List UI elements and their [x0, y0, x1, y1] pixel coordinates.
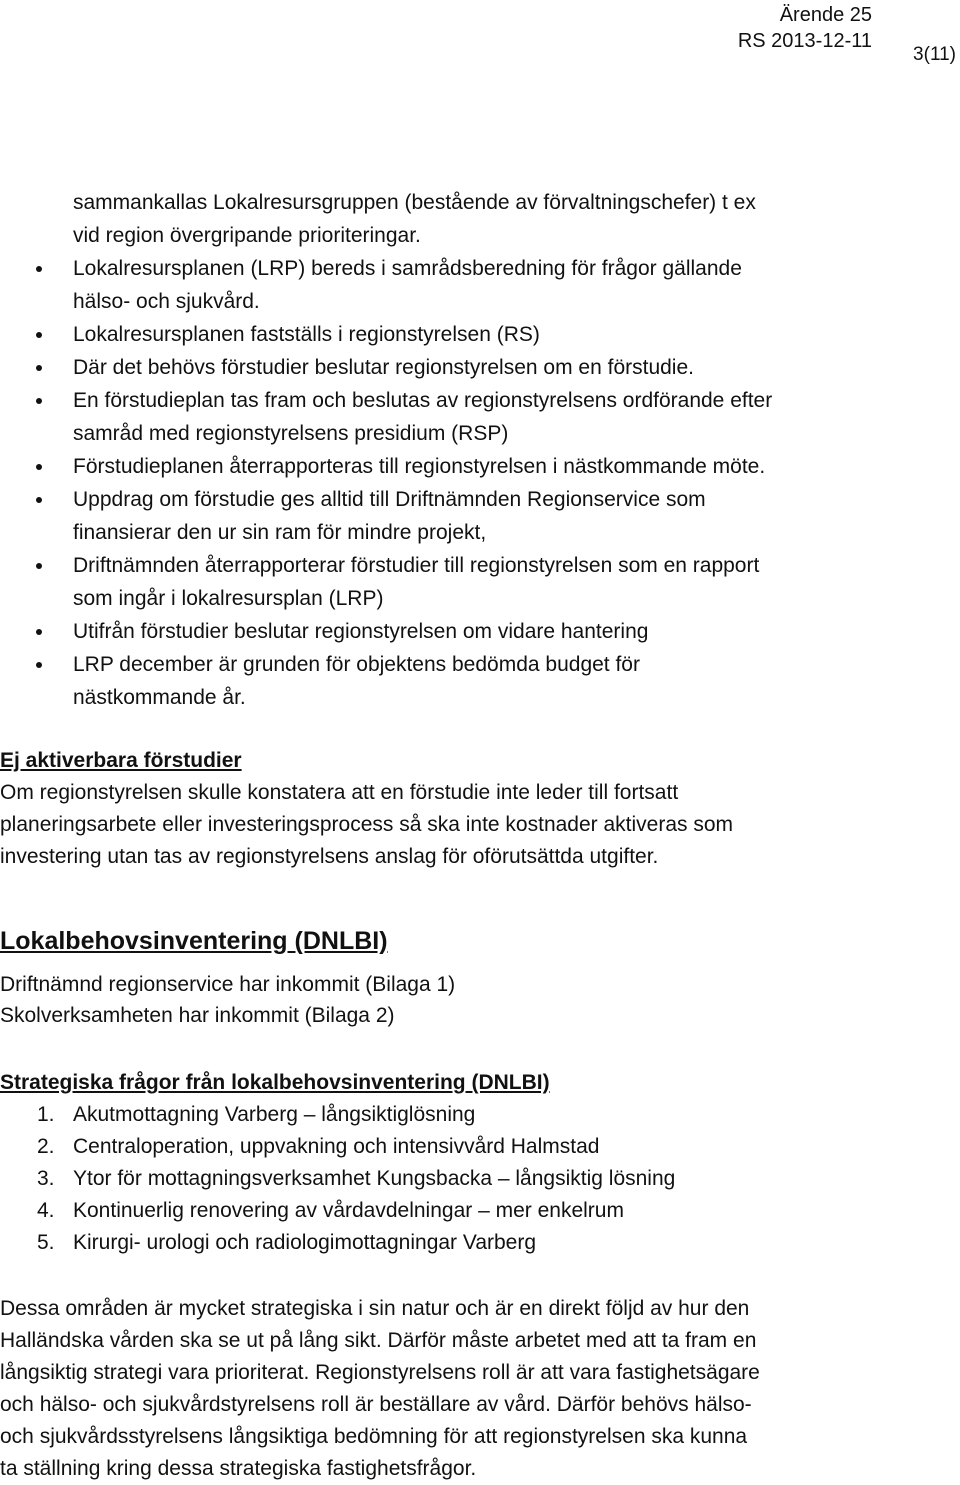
bullet-item — [0, 252, 958, 285]
bullet-continuation — [0, 516, 958, 549]
bullet-dot-icon — [36, 662, 42, 668]
bullet-dot-icon — [36, 629, 42, 635]
item-number: 1. — [37, 1103, 55, 1126]
page-number: 3(11) — [913, 44, 956, 65]
item-text: Centraloperation, uppvakning och intensivvård Halmstad — [73, 1135, 600, 1158]
bullet-item — [0, 384, 958, 417]
section-heading-strategiska-fragor: Strategiska frågor från lokalbehovsinventering (DNLBI) — [0, 1071, 550, 1094]
paragraph-line: Om regionstyrelsen skulle konstatera att en förstudie inte leder till fortsatt — [0, 781, 679, 804]
bullet-continuation — [0, 417, 958, 450]
bullet-continuation — [0, 582, 958, 615]
bullet-continuation — [0, 681, 958, 714]
bullet-continuation — [0, 219, 958, 252]
bullet-text: Lokalresursplanen fastställs i regionstyrelsen (RS) — [73, 323, 540, 346]
bullet-text: vid region övergripande prioriteringar. — [73, 224, 421, 247]
item-number: 4. — [37, 1199, 55, 1222]
section-heading-lokalbehovsinventering: Lokalbehovsinventering (DNLBI) — [0, 927, 388, 955]
bullet-item — [0, 483, 958, 516]
item-text: Akutmottagning Varberg – långsiktiglösning — [73, 1103, 476, 1126]
section-heading-ej-aktiverbara: Ej aktiverbara förstudier — [0, 749, 242, 772]
section-paragraph-ej-aktiverbara — [0, 777, 958, 873]
bullet-text: sammankallas Lokalresursgruppen (bestående av förvaltningschefer) t ex — [73, 191, 756, 214]
bullet-dot-icon — [36, 365, 42, 371]
item-number: 3. — [37, 1167, 55, 1190]
bullet-continuation — [0, 285, 958, 318]
bullet-text: som ingår i lokalresursplan (LRP) — [73, 587, 384, 610]
bullet-item — [0, 549, 958, 582]
bullet-dot-icon — [36, 464, 42, 470]
strategic-issues-list — [0, 1099, 958, 1259]
bullet-item — [0, 318, 958, 351]
bullet-item — [0, 351, 958, 384]
case-number: Ärende 25 — [779, 4, 872, 26]
inventory-lines — [0, 969, 958, 1031]
document-body — [0, 186, 958, 1485]
paragraph-line: Halländska vården ska se ut på lång sikt. Därför måste arbetet med att ta fram en — [0, 1329, 757, 1352]
bullet-text: samråd med regionstyrelsens presidium (RSP) — [73, 422, 509, 445]
strategic-issue-item — [0, 1131, 958, 1163]
paragraph-line: investering utan tas av regionstyrelsens anslag för oförutsättda utgifter. — [0, 845, 659, 868]
bullet-text: Uppdrag om förstudie ges alltid till Driftnämnden Regionservice som — [73, 488, 706, 511]
bullet-item — [0, 450, 958, 483]
paragraph-line: planeringsarbete eller investeringsprocess så ska inte kostnader aktiveras som — [0, 813, 734, 836]
bullet-dot-icon — [36, 266, 42, 272]
bullet-item — [0, 615, 958, 648]
paragraph-line: och sjukvårdsstyrelsens långsiktiga bedömning för att regionstyrelsen ska kunna — [0, 1425, 748, 1448]
bullet-dot-icon — [36, 563, 42, 569]
section-paragraph-strategiska — [0, 1293, 958, 1485]
bullet-dot-icon — [36, 332, 42, 338]
bullet-text: LRP december är grunden för objektens bedömda budget för — [73, 653, 640, 676]
paragraph-line: Skolverksamheten har inkommit (Bilaga 2) — [0, 1004, 395, 1027]
paragraph-line: och hälso- och sjukvårdstyrelsens roll är beställare av vård. Därför behövs hälso- — [0, 1393, 752, 1416]
bullet-text: nästkommande år. — [73, 686, 246, 709]
paragraph-line: ta ställning kring dessa strategiska fastighetsfrågor. — [0, 1457, 477, 1480]
bullet-text: hälso- och sjukvård. — [73, 290, 260, 313]
bullet-text: Driftnämnden återrapporterar förstudier till regionstyrelsen som en rapport — [73, 554, 760, 577]
bullet-dot-icon — [36, 398, 42, 404]
bullet-text: Förstudieplanen återrapporteras till regionstyrelsen i nästkommande möte. — [73, 455, 766, 478]
item-text: Ytor för mottagningsverksamhet Kungsbacka – långsiktig lösning — [73, 1167, 676, 1190]
strategic-issue-item — [0, 1195, 958, 1227]
item-number: 5. — [37, 1231, 55, 1254]
bullet-text: finansierar den ur sin ram för mindre projekt, — [73, 521, 487, 544]
bullet-text: Lokalresursplanen (LRP) bereds i samrådsberedning för frågor gällande — [73, 257, 742, 280]
page-header — [737, 2, 960, 68]
bullet-dot-icon — [36, 497, 42, 503]
bullet-text: Där det behövs förstudier beslutar regionstyrelsen om en förstudie. — [73, 356, 694, 379]
item-number: 2. — [37, 1135, 55, 1158]
meeting-reference: RS 2013-12-11 — [737, 30, 872, 52]
bullet-item — [0, 648, 958, 681]
bullet-text: Utifrån förstudier beslutar regionstyrelsen om vidare hantering — [73, 620, 649, 643]
strategic-issue-item — [0, 1227, 958, 1259]
process-bullet-list — [0, 186, 958, 714]
item-text: Kontinuerlig renovering av vårdavdelningar – mer enkelrum — [73, 1199, 624, 1222]
bullet-text: En förstudieplan tas fram och beslutas av regionstyrelsens ordförande efter — [73, 389, 773, 412]
bullet-continuation — [0, 186, 958, 219]
paragraph-line: långsiktig strategi vara prioriterat. Regionstyrelsens roll är att vara fastighetsägare — [0, 1361, 760, 1384]
strategic-issue-item — [0, 1163, 958, 1195]
paragraph-line: Dessa områden är mycket strategiska i sin natur och är en direkt följd av hur den — [0, 1297, 750, 1320]
strategic-issue-item — [0, 1099, 958, 1131]
item-text: Kirurgi- urologi och radiologimottagningar Varberg — [73, 1231, 537, 1254]
paragraph-line: Driftnämnd regionservice har inkommit (Bilaga 1) — [0, 973, 456, 996]
